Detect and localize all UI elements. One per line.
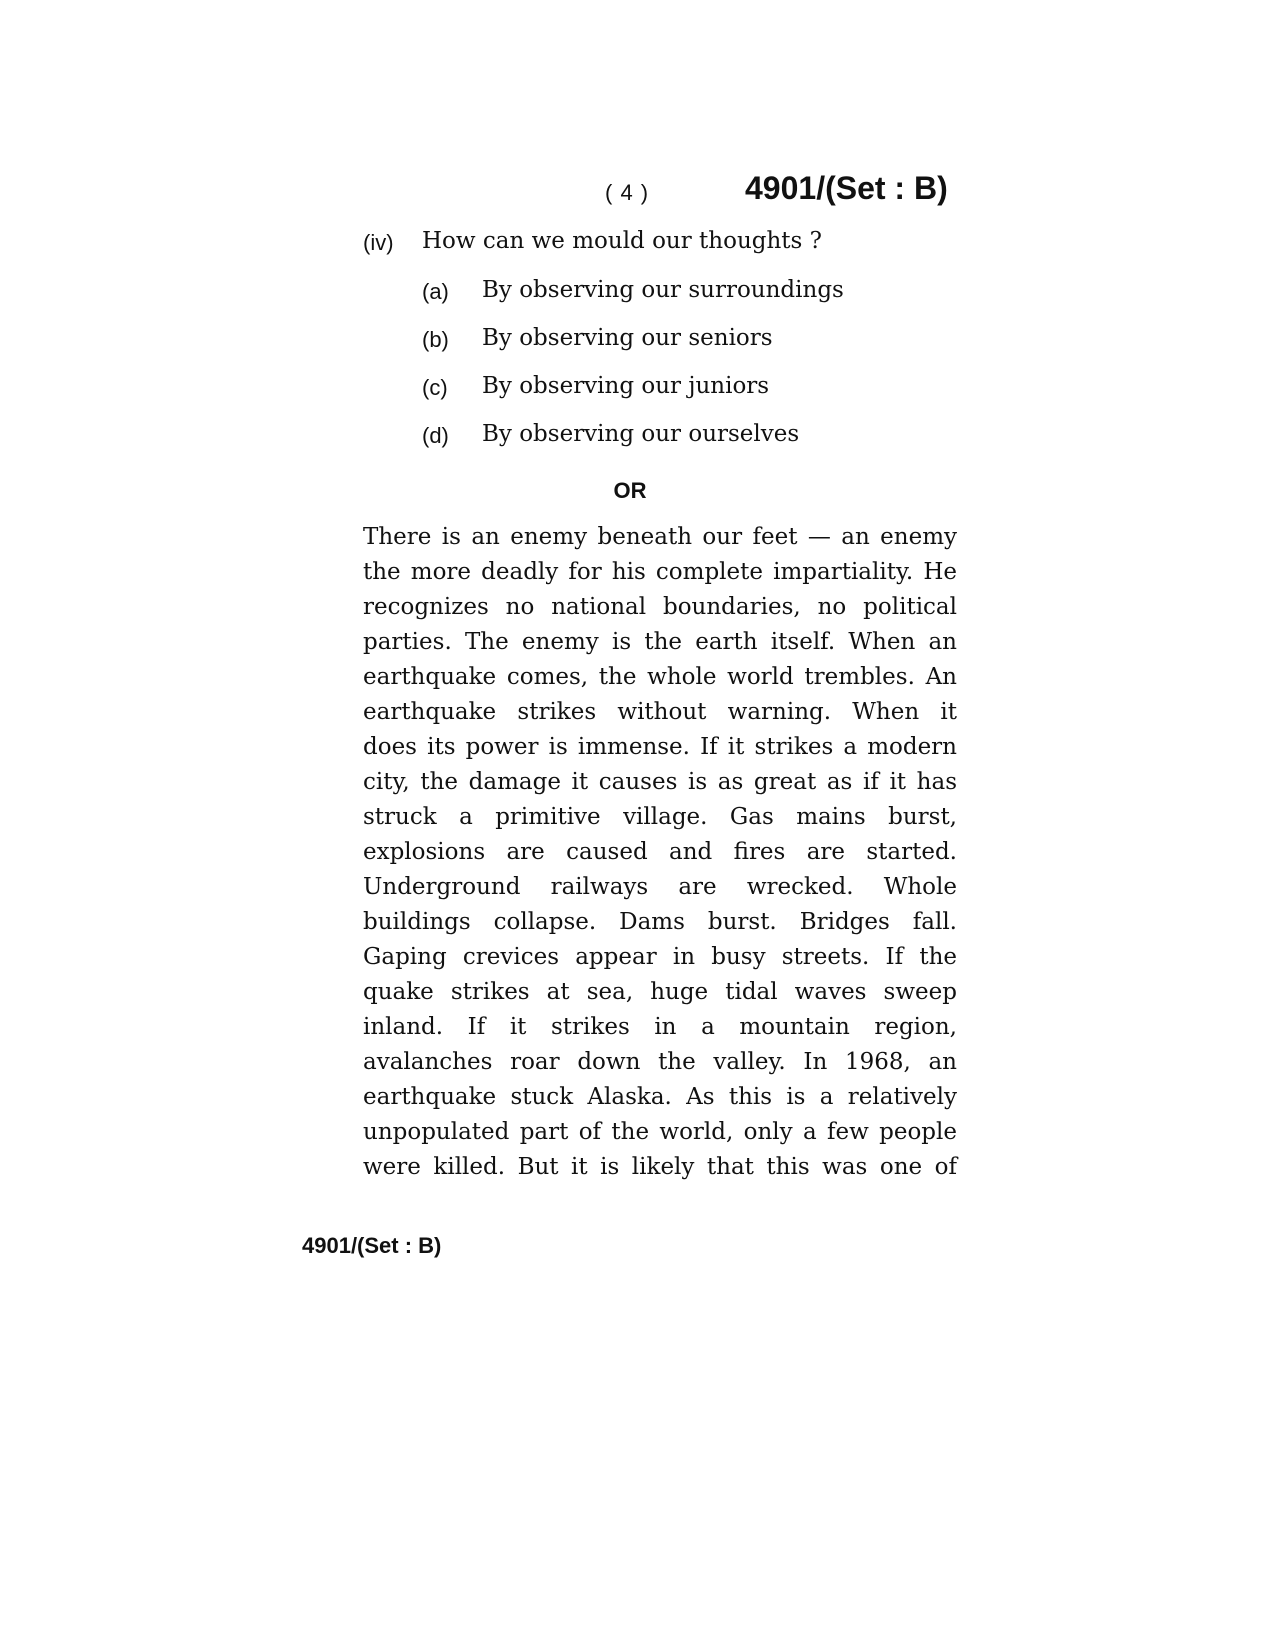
option-a — [422, 277, 942, 309]
passage-line: There is an enemy beneath our feet — an enemy — [363, 524, 957, 550]
option-text: By observing our seniors — [482, 325, 773, 351]
passage-line: does its power is immense. If it strikes a modern — [363, 734, 957, 760]
passage-line: earthquake comes, the whole world trembles. An — [363, 664, 957, 690]
passage-line: unpopulated part of the world, only a few people — [363, 1119, 957, 1145]
option-text: By observing our juniors — [482, 373, 770, 399]
passage-line: struck a primitive village. Gas mains burst, — [363, 804, 957, 830]
passage-line: quake strikes at sea, huge tidal waves sweep — [363, 979, 957, 1005]
header-paper-code: 4901/(Set : B) — [745, 170, 948, 206]
footer-paper-code: 4901/(Set : B) — [302, 1233, 442, 1258]
passage-line: avalanches roar down the valley. In 1968, an — [363, 1049, 957, 1075]
option-text: By observing our surroundings — [482, 277, 844, 303]
passage-line: buildings collapse. Dams burst. Bridges fall. — [363, 909, 957, 935]
option-label: (d) — [422, 423, 449, 448]
passage-line: earthquake stuck Alaska. As this is a relatively — [363, 1084, 957, 1110]
passage-line: explosions are caused and fires are started. — [363, 839, 957, 865]
passage-line: city, the damage it causes is as great as if it has — [363, 769, 957, 795]
passage-line: Gaping crevices appear in busy streets. If the — [363, 944, 957, 970]
option-d — [422, 421, 942, 453]
question-number: (iv) — [363, 230, 394, 255]
passage-line: were killed. But it is likely that this was one of — [363, 1154, 957, 1180]
question-text: How can we mould our thoughts ? — [422, 228, 822, 254]
passage-line: the more deadly for his complete impartiality. He — [363, 559, 957, 585]
passage-line: Underground railways are wrecked. Whole — [363, 874, 957, 900]
passage-line: recognizes no national boundaries, no political — [363, 594, 957, 620]
passage-line: earthquake strikes without warning. When it — [363, 699, 957, 725]
option-label: (b) — [422, 327, 449, 352]
option-text: By observing our ourselves — [482, 421, 800, 447]
passage-line: parties. The enemy is the earth itself. When an — [363, 629, 957, 655]
passage — [363, 520, 957, 1185]
option-label: (c) — [422, 375, 448, 400]
option-c — [422, 373, 942, 405]
passage-line: inland. If it strikes in a mountain region, — [363, 1014, 957, 1040]
option-label: (a) — [422, 279, 449, 304]
page-number: ( 4 ) — [605, 180, 650, 205]
or-separator: OR — [613, 478, 647, 503]
option-b — [422, 325, 942, 357]
